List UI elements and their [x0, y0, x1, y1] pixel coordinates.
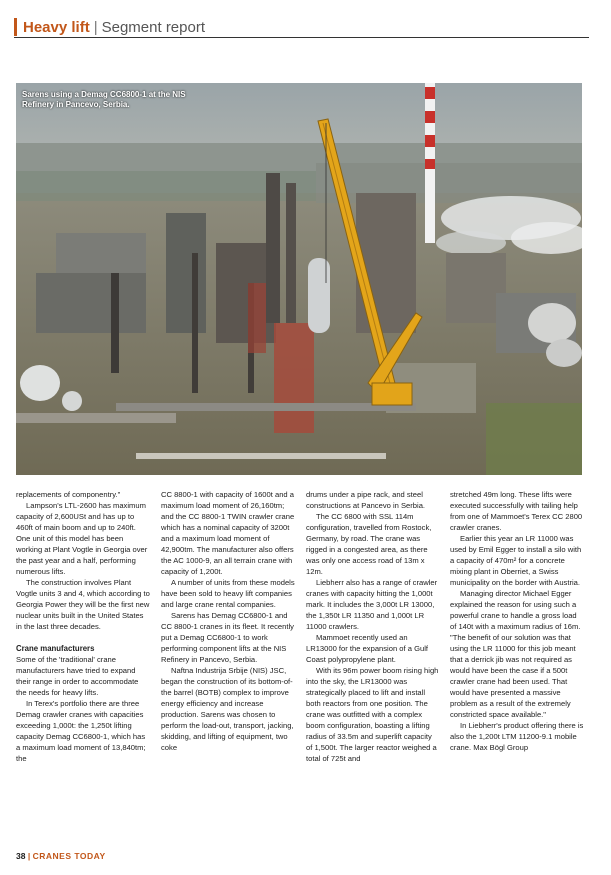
subheading: Crane manufacturers	[16, 644, 95, 653]
section-title: Heavy lift	[23, 19, 90, 36]
paragraph: replacements of componentry."	[16, 490, 121, 499]
text-column-1	[16, 489, 150, 764]
page-footer	[16, 851, 106, 861]
paragraph: In Liebherr's product offering there is also the 1,200t LTM 11200-9.1 mobile crane. Max Bögl Group	[450, 721, 584, 752]
paragraph: The construction involves Plant Vogtle units 3 and 4, which according to Georgia Power they will be the first new nuclear units built in the United States in the last three decades.	[16, 578, 150, 631]
paragraph: stretched 49m long. These lifts were executed successfully with tailing help from one of Mammoet's Terex CC 2800 crawler cranes.	[450, 490, 583, 532]
header-accent-bar	[14, 18, 17, 36]
footer-separator: |	[27, 851, 31, 861]
section-subtitle: Segment report	[101, 19, 205, 36]
paragraph: drums under a pipe rack, and steel constructions at Pancevo in Serbia.	[306, 490, 426, 510]
paragraph: CC 8800-1 with capacity of 1600t and a maximum load moment of 26,160tm; and the CC 8800-1 TWIN crawler crane which has a nominal capacity of 3200t and a maximum load moment of 42,900tm. The manufacturer also offers the AC 1000-9, an all terrain crane with capacity of 1,200t.	[161, 490, 295, 576]
paragraph: Sarens has Demag CC6800-1 and CC 8800-1 cranes in its fleet. It recently put a Demag CC6800-1 to work performing component lifts at the NIS Refinery in Pancevo, Serbia.	[161, 611, 294, 664]
paragraph: In Terex's portfolio there are three Demag crawler cranes with capacities exceeding 1,000t: the 1,250t lifting capacity Demag CC6800-1, which has a maximum load moment of 13,840tm; the	[16, 699, 146, 763]
paragraph: Some of the 'traditional' crane manufacturers have tried to expand their range in order to accommodate the needs for heavy lifts.	[16, 655, 139, 697]
text-column-2	[161, 489, 295, 753]
photo-caption: Sarens using a Demag CC6800-1 at the NIS Refinery in Pancevo, Serbia.	[22, 90, 186, 109]
paragraph: Managing director Michael Egger explained the reason for using such a powerful crane to handle a gross load of 140t with a maximum radius of 16m. "The benefit of our solution was that using the LR 11000 for this job meant that a derrick jib was not required as would have been the case if a 500t crawler crane had been used. That would have presented a massive problem as a result of the extremely constricted space available."	[450, 589, 581, 719]
page-number: 38	[16, 851, 26, 861]
paragraph: A number of units from these models have been sold to heavy lift companies and large crane rental companies.	[161, 578, 295, 609]
magazine-name: CRANES TODAY	[32, 851, 106, 861]
paragraph: Naftna Industrija Srbije (NIS) JSC, began the construction of its bottom-of-the barrel (BOTB) complex to improve energy efficiency and increase production. Sarens was chosen to perform the load-out, transport, jacking, skidding, and lifting of equipment, two coke	[161, 666, 294, 752]
paragraph: Lampson's LTL-2600 has maximum capacity of 2,600USt and has up to 460ft of main boom and up to 240ft. One unit of this model has been working at Plant Vogtle in Georgia over the past year and a half, performing numerous lifts.	[16, 501, 148, 576]
photo-illustration	[16, 83, 582, 475]
header-separator: |	[93, 19, 98, 36]
header-rule	[14, 37, 589, 38]
paragraph: Earlier this year an LR 11000 was used by Emil Egger to install a silo with a capacity of 470m² for a concrete mixing plant in Oberriet, a Swiss municipality on the border with Austria.	[450, 534, 582, 587]
text-column-4	[450, 489, 584, 753]
page-header	[14, 14, 589, 36]
paragraph: Liebherr also has a range of crawler cranes with capacity hitting the 1,000t mark. It includes the 3,000t LR 13000, the 1,350t LR 11350 and 1,000t LR 11000 crawlers.	[306, 578, 438, 631]
paragraph: With its 96m power boom rising high into the sky, the LR13000 was strategically placed to lift and install both reactors from one position. The crane was outfitted with a complex boom configuration, boasting a lifting radius of 33.5m and superlift capacity of 1,500t. The larger reactor weighed a total of 725t and	[306, 666, 439, 763]
text-column-3	[306, 489, 440, 764]
paragraph: The CC 6800 with SSL 114m configuration, travelled from Rostock, Germany, by road. The crane was rigged in a congested area, as there was only one access road of 13m x 12m.	[306, 512, 432, 576]
refinery-crane-photo	[16, 83, 582, 475]
paragraph: Mammoet recently used an LR13000 for the expansion of a Gulf Coast polypropylene plant.	[306, 633, 429, 664]
